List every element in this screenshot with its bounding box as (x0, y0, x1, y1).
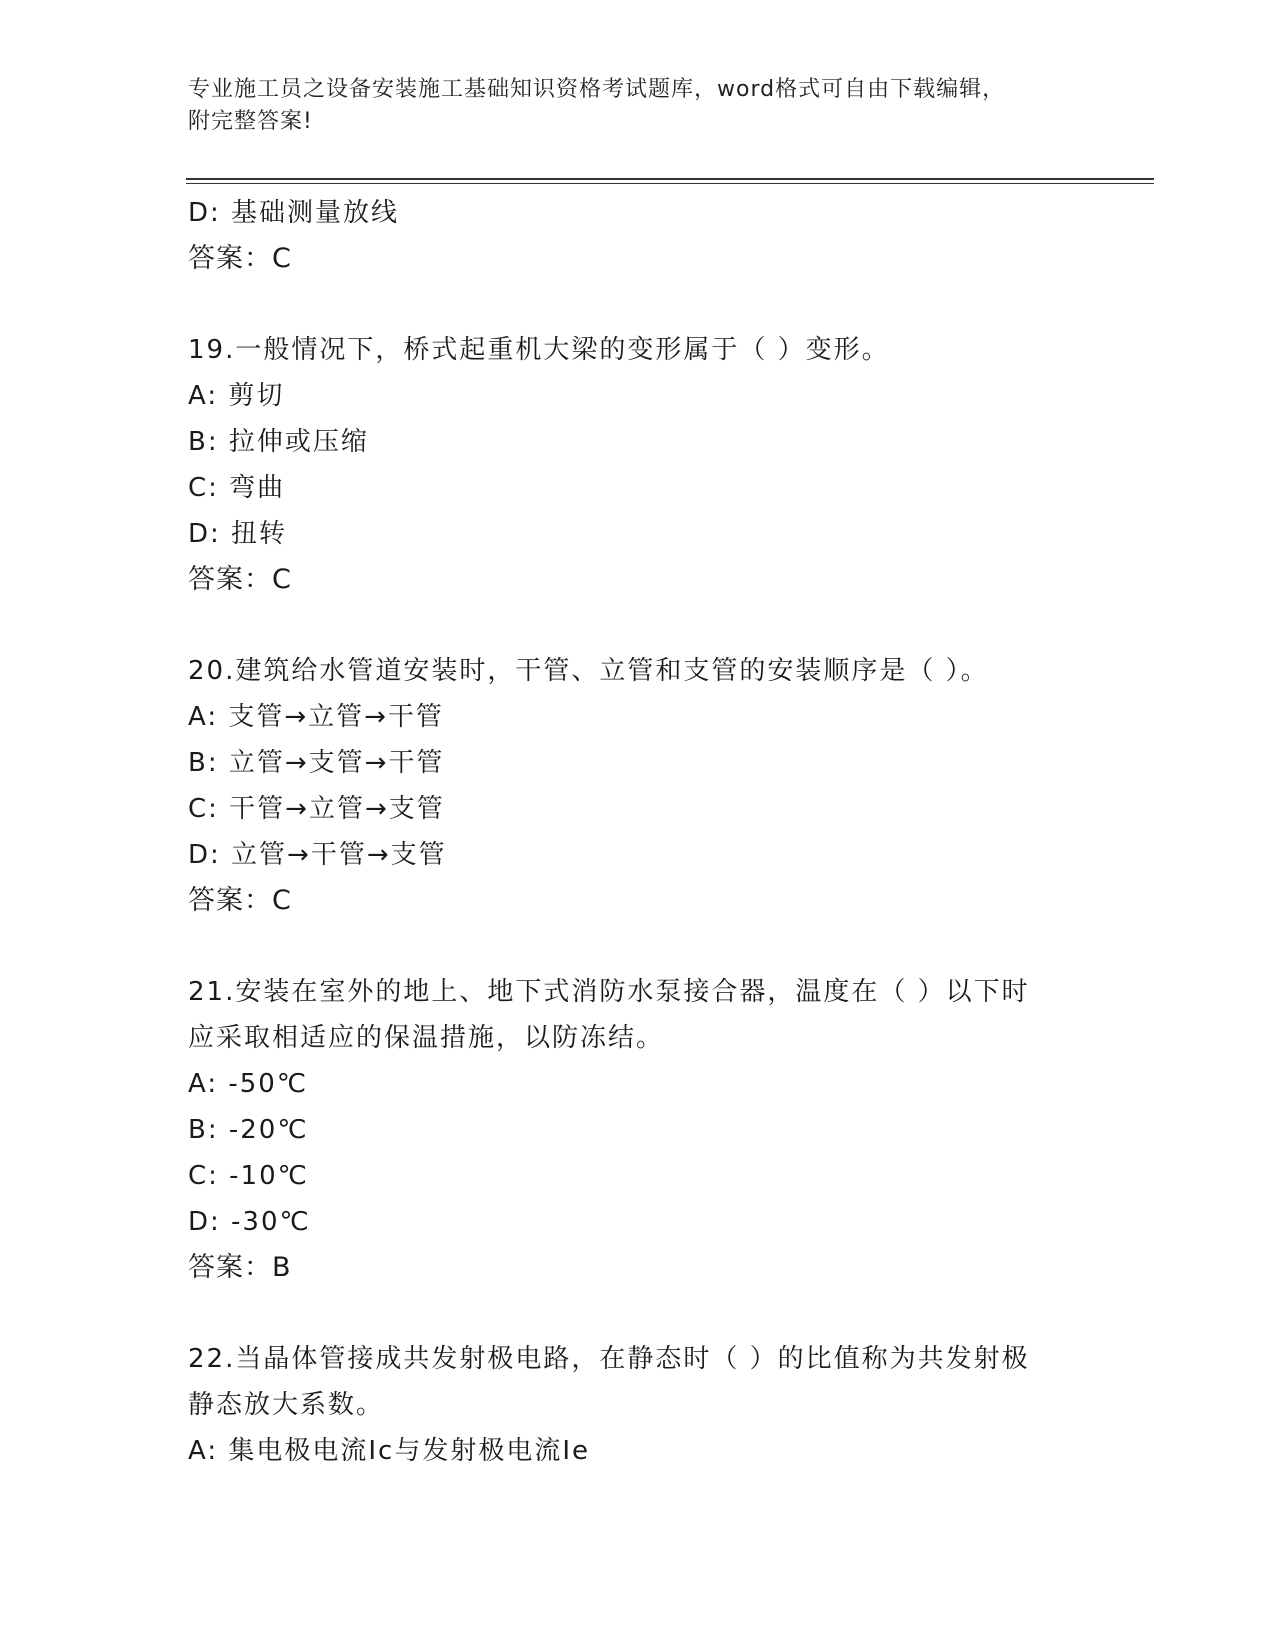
question-stem-line-1: 22.当晶体管接成共发射极电路，在静态时（ ）的比值称为共发射极 (188, 1344, 1030, 1374)
option-c: C: -10℃ (188, 1161, 309, 1191)
header-divider-thin (186, 183, 1154, 184)
answer-line: 答案：C (188, 243, 292, 274)
option-b: B: 立管→支管→干管 (188, 748, 445, 778)
option-a: A: 剪切 (188, 381, 285, 411)
option-b: B: 拉伸或压缩 (188, 427, 369, 457)
answer-line: 答案：C (188, 564, 292, 595)
spacer (188, 924, 1148, 969)
option-d: D: 基础测量放线 (188, 198, 400, 228)
header-title-line-2: 附完整答案! (188, 109, 313, 134)
option-a: A: 支管→立管→干管 (188, 702, 444, 732)
question-22 (188, 1336, 1148, 1474)
answer-line: 答案：C (188, 885, 292, 916)
spacer (188, 1291, 1148, 1336)
previous-question-tail (188, 190, 1148, 282)
option-b: B: -20℃ (188, 1115, 309, 1145)
question-21 (188, 969, 1148, 1291)
header-divider-thick (186, 178, 1154, 180)
option-d: D: 立管→干管→支管 (188, 840, 447, 870)
question-stem: 19.一般情况下，桥式起重机大梁的变形属于（ ）变形。 (188, 335, 890, 365)
question-19 (188, 327, 1148, 603)
question-stem: 20.建筑给水管道安装时，干管、立管和支管的安装顺序是（ ）。 (188, 656, 989, 686)
question-stem-line-2: 静态放大系数。 (188, 1390, 385, 1420)
option-c: C: 干管→立管→支管 (188, 794, 445, 824)
page-header (188, 74, 1068, 138)
question-content (188, 190, 1148, 1474)
spacer (188, 603, 1148, 648)
answer-line: 答案：B (188, 1252, 292, 1283)
question-stem-line-1: 21.安装在室外的地上、地下式消防水泵接合器，温度在（ ）以下时 (188, 977, 1030, 1007)
question-20 (188, 648, 1148, 924)
option-c: C: 弯曲 (188, 473, 286, 503)
option-d: D: -30℃ (188, 1207, 311, 1237)
option-a: A: 集电极电流Ic与发射极电流Ie (188, 1436, 590, 1466)
spacer (188, 282, 1148, 327)
option-a: A: -50℃ (188, 1069, 309, 1099)
question-stem-line-2: 应采取相适应的保温措施，以防冻结。 (188, 1023, 665, 1053)
option-d: D: 扭转 (188, 519, 288, 549)
header-title-line-1: 专业施工员之设备安装施工基础知识资格考试题库，word格式可自由下载编辑， (188, 77, 1006, 102)
